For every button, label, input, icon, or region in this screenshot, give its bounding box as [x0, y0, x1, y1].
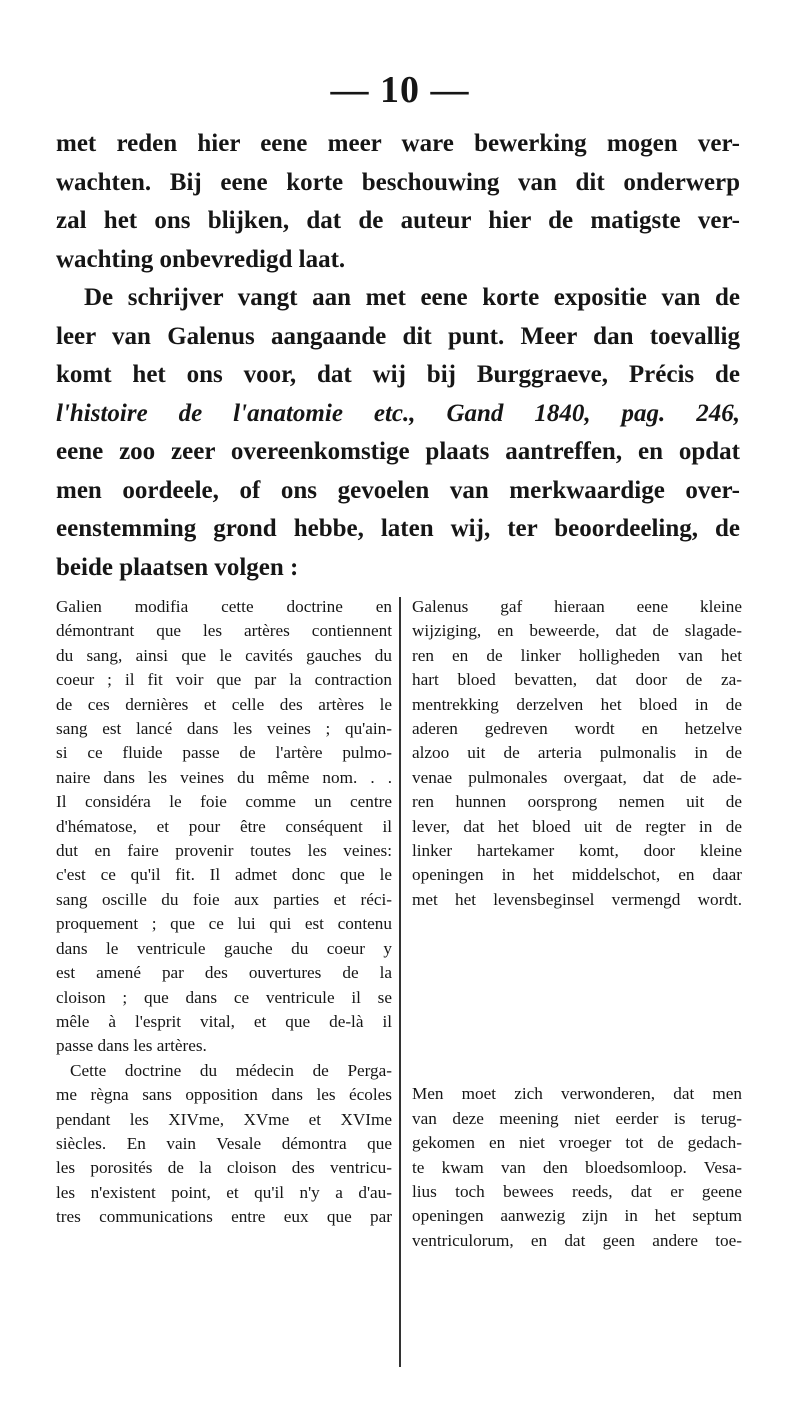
- column-line: linker hartekamer komt, door kleine: [412, 841, 742, 861]
- column-line: ventriculorum, en dat geen andere toe-: [412, 1230, 742, 1250]
- french-column: [56, 595, 392, 1230]
- column-line: dans le ventricule gauche du coeur y: [56, 938, 392, 958]
- column-line: mentrekking derzelven het bloed in de: [412, 694, 742, 714]
- column-line: Galien modifia cette doctrine en: [56, 597, 392, 616]
- column-line: met het levensbeginsel vermengd wordt.: [412, 889, 742, 909]
- column-line: passe dans les artères.: [56, 1036, 207, 1056]
- page-number: — 10 —: [330, 69, 470, 111]
- column-gap: [412, 912, 742, 1082]
- column-line: proquement ; que ce lui qui est contenu: [56, 914, 392, 934]
- column-line: alzoo uit de arteria pulmonalis in de: [412, 743, 742, 763]
- text-line: eenstemming grond hebbe, laten wij, ter beoordeeling, de: [56, 515, 740, 542]
- column-line: ren hunnen oorsprong nemen uit de: [412, 792, 742, 812]
- text-line: De schrijver vangt aan met eene korte expositie van de: [84, 284, 740, 311]
- column-line: aderen gedreven wordt en hetzelve: [412, 719, 742, 739]
- column-line: Galenus gaf hieraan eene kleine: [412, 597, 742, 616]
- column-line: cloison ; que dans ce ventricule il se: [56, 987, 392, 1007]
- column-line: openingen in het middelschot, en daar: [412, 865, 742, 885]
- column-line: est amené par des ouvertures de la: [56, 963, 392, 983]
- column-line: naire dans les veines du même nom. . .: [56, 767, 392, 787]
- column-line: venae pulmonales overgaat, dat de ade-: [412, 767, 742, 787]
- text-line: l'histoire de l'anatomie etc., Gand 1840, pag. 246,: [56, 399, 740, 427]
- column-line: du sang, ainsi que le cavités gauches du: [56, 645, 392, 665]
- column-line: me règna sans opposition dans les écoles: [56, 1085, 392, 1105]
- column-line: openingen aanwezig zijn in het septum: [412, 1206, 742, 1226]
- column-line: dut en faire provenir toutes les veines:: [56, 841, 392, 861]
- text-line: komt het ons voor, dat wij bij Burggraeve, Précis de: [56, 361, 740, 388]
- text-line: eene zoo zeer overeenkomstige plaats aantreffen, en opdat: [56, 438, 740, 465]
- column-line: Men moet zich verwonderen, dat men: [412, 1084, 742, 1104]
- text-line: met reden hier eene meer ware bewerking mogen ver-: [56, 130, 740, 157]
- column-line: gekomen en niet vroeger tot de gedach-: [412, 1133, 742, 1153]
- text-line: wachten. Bij eene korte beschouwing van dit onderwerp: [56, 168, 740, 196]
- column-line: te kwam van den bloedsomloop. Vesa-: [412, 1157, 742, 1177]
- column-line: d'hématose, et pour être conséquent il: [56, 816, 392, 836]
- main-text: [56, 125, 740, 587]
- dutch-column: [412, 595, 742, 1253]
- column-line: hart bloed bevatten, dat door de za-: [412, 670, 742, 690]
- column-line: tres communications entre eux que par: [56, 1207, 392, 1227]
- column-line: c'est ce qu'il fit. Il admet donc que le: [56, 865, 392, 885]
- column-line: ren en de linker holligheden van het: [412, 645, 742, 665]
- column-line: de ces dernières et celle des artères le: [56, 694, 392, 714]
- column-line: coeur ; il fit voir que par la contraction: [56, 670, 392, 690]
- column-line: démontrant que les artères contiennent: [56, 621, 392, 641]
- paragraph-1: [56, 125, 740, 279]
- column-line: les n'existent point, et qu'il n'y a d'au-: [56, 1182, 392, 1202]
- text-line: leer van Galenus aangaande dit punt. Meer dan toevallig: [56, 322, 740, 350]
- column-line: les porosités de la cloison des ventricu-: [56, 1158, 392, 1178]
- text-line: men oordeele, of ons gevoelen van merkwaardige over-: [56, 476, 740, 504]
- column-divider: [399, 597, 401, 1367]
- column-line: Cette doctrine du médecin de Perga-: [70, 1060, 392, 1080]
- column-line: lius toch bewees reeds, dat er geene: [412, 1181, 742, 1201]
- column-line: wijziging, en beweerde, dat de slagade-: [412, 621, 742, 641]
- column-line: mêle à l'esprit vital, et que de-là il: [56, 1011, 392, 1031]
- column-line: lever, dat het bloed uit de regter in de: [412, 816, 742, 836]
- column-line: van deze meening niet eerder is terug-: [412, 1108, 742, 1128]
- column-line: siècles. En vain Vesale démontra que: [56, 1133, 392, 1153]
- column-line: sang oscille du foie aux parties et réci-: [56, 889, 392, 909]
- column-line: sang est lancé dans les veines ; qu'ain-: [56, 719, 392, 739]
- column-line: Il considéra le foie comme un centre: [56, 792, 392, 812]
- column-line: si ce fluide passe de l'artère pulmo-: [56, 743, 392, 763]
- text-line: beide plaatsen volgen :: [56, 553, 299, 581]
- text-line: wachting onbevredigd laat.: [56, 245, 346, 273]
- text-line: zal het ons blijken, dat de auteur hier de matigste ver-: [56, 207, 740, 234]
- column-line: pendant les XIVme, XVme et XVIme: [56, 1109, 392, 1129]
- paragraph-2: [56, 279, 740, 587]
